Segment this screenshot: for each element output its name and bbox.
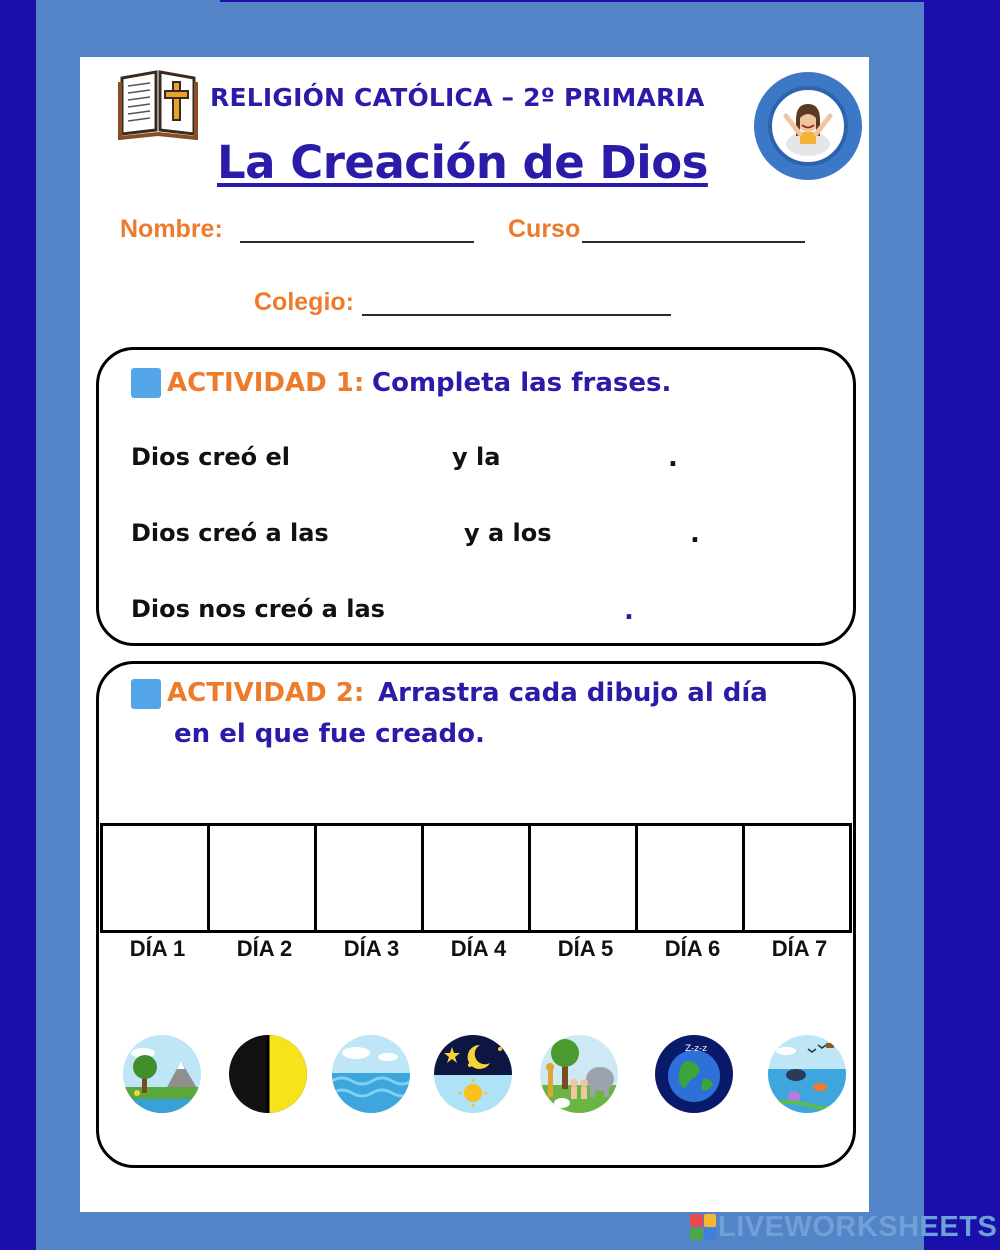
teacher-logo — [752, 70, 864, 182]
drop-zone-day6[interactable] — [638, 826, 745, 930]
drop-zone-day7[interactable] — [745, 826, 849, 930]
drop-zone-day5[interactable] — [531, 826, 638, 930]
sentence2-start: Dios creó a las — [131, 519, 329, 547]
colegio-label: Colegio: — [254, 288, 354, 316]
sentence3-end: . — [624, 596, 634, 626]
drop-zone-day4[interactable] — [424, 826, 531, 930]
day-label: DÍA 6 — [664, 936, 721, 961]
days-drop-table — [100, 823, 852, 933]
top-border-line — [220, 0, 924, 2]
animals-humans-icon[interactable] — [540, 1035, 618, 1113]
activity2-instruction-line2: en el que fue creado. — [174, 719, 485, 749]
sentence1-middle: y la — [452, 443, 501, 471]
colegio-field[interactable] — [362, 314, 671, 316]
day-label: DÍA 4 — [450, 936, 507, 961]
drop-zone-day3[interactable] — [317, 826, 424, 930]
activity2-instruction-line1: Arrastra cada dibujo al día — [378, 678, 768, 708]
liveworksheets-logo-icon — [690, 1214, 716, 1240]
subject-heading: RELIGIÓN CATÓLICA – 2º PRIMARIA — [210, 83, 705, 112]
drop-zone-day2[interactable] — [210, 826, 317, 930]
page-title: La Creación de Dios — [217, 136, 708, 189]
day-label: DÍA 3 — [343, 936, 400, 961]
sun-moon-stars-icon[interactable] — [434, 1035, 512, 1113]
activity1-bullet-icon — [131, 368, 161, 398]
curso-label: Curso — [508, 215, 581, 243]
sky-sea-icon[interactable] — [332, 1035, 410, 1113]
sentence2-middle: y a los — [464, 519, 552, 547]
curso-field[interactable] — [582, 241, 805, 243]
bible-book-icon — [118, 68, 198, 140]
day-label: DÍA 5 — [557, 936, 614, 961]
sentence2-end: . — [690, 519, 700, 549]
day-label: DÍA 7 — [771, 936, 828, 961]
day-label: DÍA 2 — [236, 936, 293, 961]
svg-text:Z-z-z: Z-z-z — [685, 1044, 707, 1054]
drop-zone-day1[interactable] — [103, 826, 210, 930]
liveworksheets-brand — [690, 1211, 997, 1243]
nombre-label: Nombre: — [120, 215, 223, 243]
nombre-field[interactable] — [240, 241, 474, 243]
activity1-label: ACTIVIDAD 1: — [167, 368, 365, 398]
sentence3-start: Dios nos creó a las — [131, 595, 385, 623]
earth-rest-icon[interactable] — [655, 1035, 733, 1113]
activity2-label: ACTIVIDAD 2: — [167, 678, 365, 708]
sentence1-start: Dios creó el — [131, 443, 290, 471]
sentence1-end: . — [668, 443, 678, 473]
light-dark-icon[interactable] — [229, 1035, 307, 1113]
activity1-instruction: Completa las frases. — [372, 368, 672, 398]
day-label: DÍA 1 — [129, 936, 186, 961]
sea-birds-fish-icon[interactable] — [768, 1035, 846, 1113]
brand-text: LIVEWORKSHEETS — [718, 1210, 998, 1243]
activity2-bullet-icon — [131, 679, 161, 709]
land-plants-icon[interactable] — [123, 1035, 201, 1113]
